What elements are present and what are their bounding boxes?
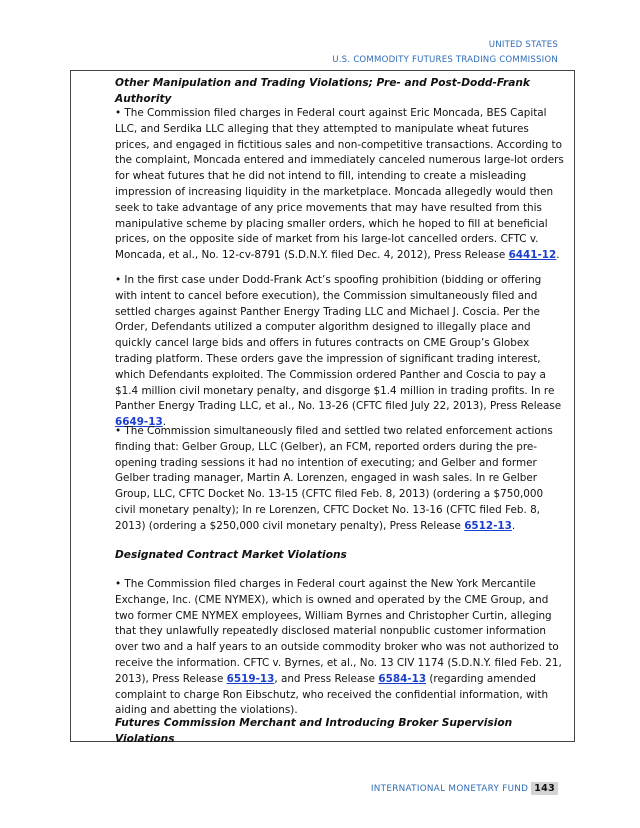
paragraph-moncada-end: . [556,249,560,262]
header-country: UNITED STATES [488,40,558,50]
paragraph-gelber-text: • The Commission simultaneously filed and settled two related enforcement actions finding that: Gelber Group, LLC (Gelber), an FCM, reported orders during the pre-opening trading sessions it had no intention of executing; and Gelber and former Gelber trading manager, Martin A. Lorenzen, engaged in wash sales. In re Gelber Group, LLC, CFTC Docket No. 13-15 (CFTC filed Feb. 8, 2013) (ordering a $750,000 civil monetary penalty); In re Lorenzen, CFTC Docket No. 13-16 (CFTC filed Feb. 8, 2013) (ordering a $250,000 civil monetary penalty), Press Release [115,425,553,532]
footer [371,782,558,795]
press-release-link-6519[interactable]: 6519-13 [226,672,275,685]
section-heading-manipulation: Other Manipulation and Trading Violations; Pre- and Post-Dodd-Frank Authority [115,77,530,105]
page-number: 143 [531,782,558,795]
press-release-link-6441[interactable]: 6441-12 [508,249,557,262]
paragraph-nymex-end: (regarding amended complaint to charge Ron Eibschutz, who received the confidential information, with aiding and abetting the violations). [115,672,549,717]
paragraph-gelber-end: . [511,519,516,532]
paragraph-nymex-text: • The Commission filed charges in Federal court against the New York Mercantile Exchange, Inc. (CME NYMEX), which is owned and operated by the CME Group, and two former CME NYMEX employees, William Byrnes and Christopher Curtin, alleging that they unlawfully repeatedly disclosed material nonpublic customer information over two and a half years to an outside commodity broker who was not authorized to receive the information. CFTC v. Byrnes, et al., No. 13 CIV 1174 (S.D.N.Y. filed Feb. 21, 2013), Press Release [115,578,562,685]
section-heading-fcm: Futures Commission Merchant and Introducing Broker Supervision Violations [115,717,513,745]
paragraph-panther-end: . [162,416,167,429]
press-release-link-6512[interactable]: 6512-13 [464,519,512,532]
section-heading-dcm: Designated Contract Market Violations [115,549,347,561]
paragraph-nymex-middle: , and Press Release [274,672,379,685]
paragraph-moncada [115,106,565,264]
press-release-link-6649[interactable]: 6649-13 [115,416,163,429]
paragraph-panther [115,273,565,431]
paragraph-moncada-text: • The Commission filed charges in Federal court against Eric Moncada, BES Capital LLC, and Serdika LLC alleging that they attempted to manipulate wheat futures prices, and engaged in fictitious sales and non-competitive transactions. According to the complaint, Moncada entered and immediately canceled numerous large-lot orders for wheat futures that he did not intend to fill, intending to create a misleading impression of increasing liquidity in the marketplace. Moncada allegedly would then seek to take advantage of any price movements that may have resulted from this manipulative scheme by placing smaller orders, which he hoped to fill at beneficial prices, on the opposite side of market from his large-lot cancelled orders. CFTC v. Moncada, et al., No. 12-cv-8791 (S.D.N.Y. filed Dec. 4, 2012), Press Release [115,107,564,262]
paragraph-nymex [115,577,565,719]
press-release-link-6584[interactable]: 6584-13 [378,672,427,685]
paragraph-panther-text: • In the first case under Dodd-Frank Act’s spoofing prohibition (bidding or offering with intent to cancel before execution), the Commission simultaneously filed and settled charges against Panther Energy Trading LLC and Michael J. Coscia. Per the Order, Defendants utilized a computer algorithm designed to illegally place and quickly cancel large bids and offers in futures contracts on CME Group’s Globex trading platform. These orders gave the impression of significant trading interest, which Defendants exploited. The Commission ordered Panther and Coscia to pay a $1.4 million civil monetary penalty, and disgorge $1.4 million in trading profits. In re Panther Energy Trading LLC, et al., No. 13-26 (CFTC filed July 22, 2013), Press Release [115,274,562,413]
paragraph-gelber [115,424,565,535]
footer-label: INTERNATIONAL MONETARY FUND [370,784,529,794]
header-agency: U.S. COMMODITY FUTURES TRADING COMMISSION [332,55,558,65]
